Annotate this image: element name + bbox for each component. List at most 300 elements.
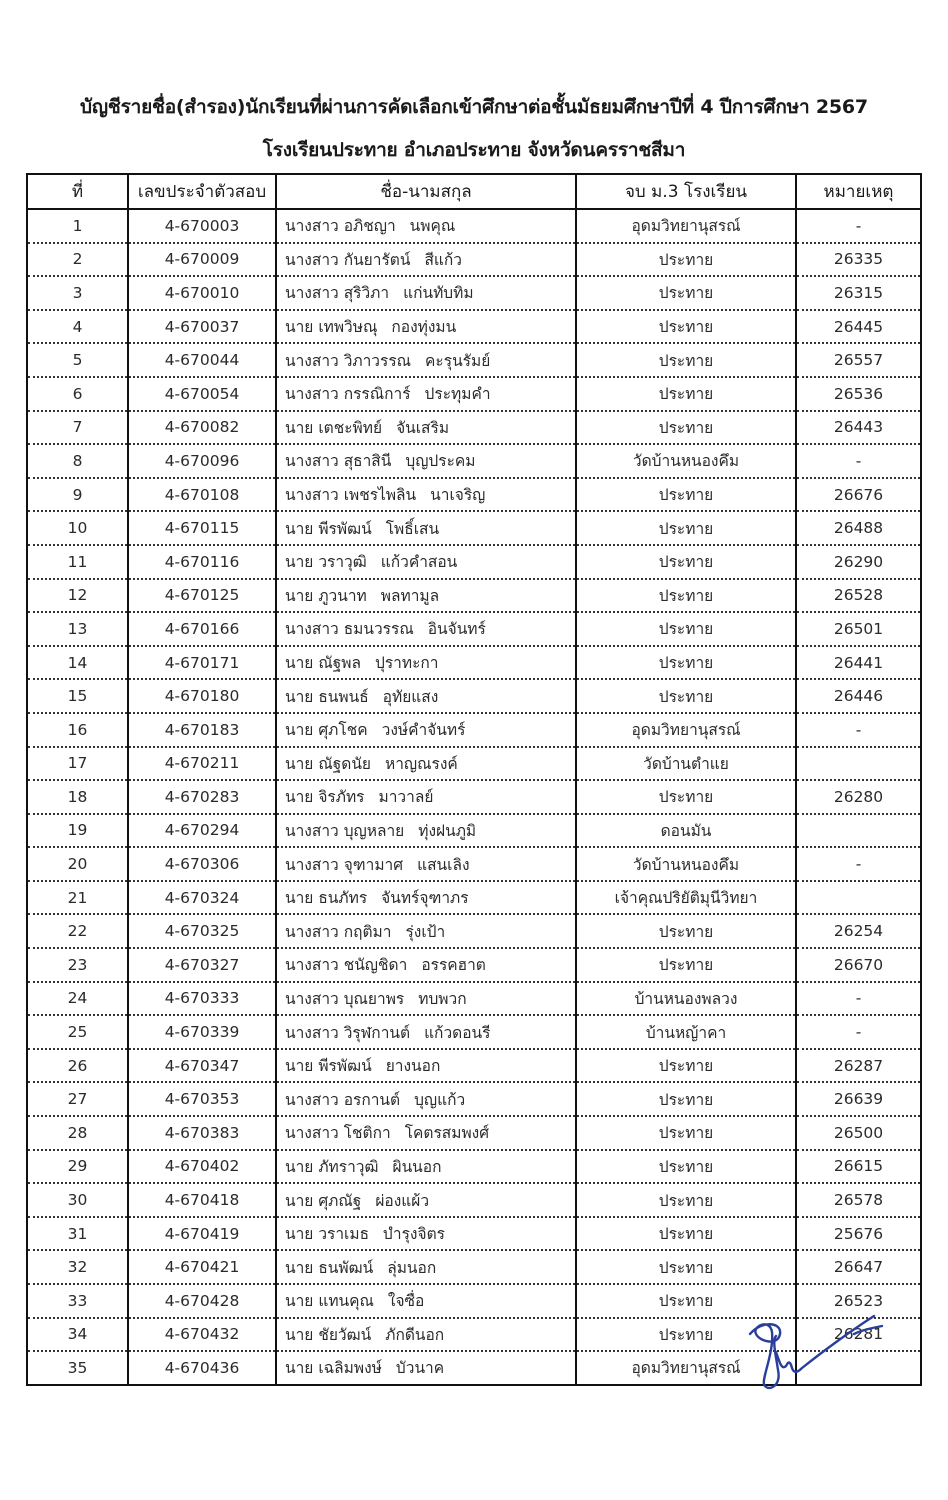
- cell-note: -: [796, 444, 921, 478]
- header-exam-id: เลขประจำตัวสอบ: [128, 174, 276, 209]
- last-name: จันเสริม: [396, 418, 450, 437]
- cell-exam-id: 4-670418: [128, 1183, 276, 1217]
- first-name: ธนภัทร: [318, 889, 368, 908]
- cell-no: 10: [27, 511, 128, 545]
- cell-note: 26557: [796, 343, 921, 377]
- cell-note: 26670: [796, 948, 921, 982]
- table-row: [27, 1015, 921, 1049]
- first-name: เฉลิมพงษ์: [318, 1359, 382, 1378]
- cell-previous-school: ประทาย: [576, 612, 796, 646]
- first-name: จุฑามาศ: [343, 855, 404, 874]
- name-prefix: นางสาว: [285, 821, 339, 840]
- cell-note: -: [796, 847, 921, 881]
- cell-no: 27: [27, 1082, 128, 1116]
- first-name: เตชะพิทย์: [318, 418, 383, 437]
- header-no: ที่: [27, 174, 128, 209]
- cell-full-name: [276, 1250, 576, 1284]
- last-name: บัวนาค: [395, 1359, 445, 1378]
- cell-no: 9: [27, 478, 128, 512]
- last-name: ลุ่มนอก: [387, 1258, 437, 1277]
- cell-previous-school: เจ้าคุณปริยัติมุนีวิทยา: [576, 881, 796, 915]
- cell-no: 7: [27, 411, 128, 445]
- last-name: มาวาลย์: [378, 788, 434, 807]
- last-name: อุทัยแสง: [382, 687, 439, 706]
- cell-previous-school: ประทาย: [576, 310, 796, 344]
- name-prefix: นางสาว: [285, 250, 339, 269]
- name-prefix: นางสาว: [285, 486, 339, 505]
- first-name: เพชรไพลิน: [343, 486, 417, 505]
- cell-previous-school: ประทาย: [576, 511, 796, 545]
- cell-exam-id: 4-670383: [128, 1116, 276, 1150]
- cell-note: -: [796, 209, 921, 243]
- last-name: ภักดีนอก: [385, 1325, 445, 1344]
- table-row: [27, 780, 921, 814]
- cell-full-name: [276, 209, 576, 243]
- document-title: บัญชีรายชื่อ(สำรอง)นักเรียนที่ผ่านการคัดเลือกเข้าศึกษาต่อชั้นมัธยมศึกษาปีที่ 4 ปีการศึกษา 2567: [80, 96, 868, 118]
- cell-exam-id: 4-670436: [128, 1351, 276, 1385]
- cell-full-name: [276, 747, 576, 781]
- name-prefix: นางสาว: [285, 1124, 339, 1143]
- cell-previous-school: ประทาย: [576, 411, 796, 445]
- header-previous-school: จบ ม.3 โรงเรียน: [576, 174, 796, 209]
- cell-full-name: [276, 1049, 576, 1083]
- cell-full-name: [276, 1318, 576, 1352]
- cell-exam-id: 4-670428: [128, 1284, 276, 1318]
- cell-note: 26441: [796, 646, 921, 680]
- cell-exam-id: 4-670010: [128, 276, 276, 310]
- name-prefix: นาย: [285, 1057, 314, 1076]
- table-row: [27, 982, 921, 1016]
- cell-exam-id: 4-670327: [128, 948, 276, 982]
- name-prefix: นาย: [285, 687, 314, 706]
- table-row: [27, 411, 921, 445]
- cell-previous-school: ประทาย: [576, 948, 796, 982]
- cell-no: 5: [27, 343, 128, 377]
- last-name: ทบพวก: [418, 989, 467, 1008]
- cell-no: 8: [27, 444, 128, 478]
- first-name: ศุภโชค: [318, 721, 368, 740]
- last-name: ประทุมคำ: [424, 385, 491, 404]
- cell-full-name: [276, 1284, 576, 1318]
- cell-full-name: [276, 1351, 576, 1385]
- cell-no: 21: [27, 881, 128, 915]
- cell-previous-school: ประทาย: [576, 1183, 796, 1217]
- cell-full-name: [276, 1015, 576, 1049]
- cell-previous-school: อุดมวิทยานุสรณ์: [576, 1351, 796, 1385]
- first-name: กรรณิการ์: [343, 385, 411, 404]
- name-prefix: นางสาว: [285, 217, 339, 236]
- table-row: [27, 545, 921, 579]
- cell-no: 32: [27, 1250, 128, 1284]
- cell-exam-id: 4-670171: [128, 646, 276, 680]
- name-prefix: นางสาว: [285, 855, 339, 874]
- cell-full-name: [276, 814, 576, 848]
- cell-full-name: [276, 1150, 576, 1184]
- cell-note: 26676: [796, 478, 921, 512]
- first-name: ชนัญชิดา: [343, 956, 408, 975]
- table-row: [27, 713, 921, 747]
- first-name: วราวุฒิ: [318, 553, 367, 572]
- cell-exam-id: 4-670402: [128, 1150, 276, 1184]
- cell-note: 26528: [796, 579, 921, 613]
- cell-no: 23: [27, 948, 128, 982]
- cell-full-name: [276, 1217, 576, 1251]
- last-name: พลทามูล: [380, 586, 440, 605]
- cell-exam-id: 4-670166: [128, 612, 276, 646]
- cell-exam-id: 4-670003: [128, 209, 276, 243]
- table-row: [27, 881, 921, 915]
- first-name: บุญหลาย: [343, 821, 405, 840]
- first-name: โชติกา: [343, 1124, 391, 1143]
- table-row: [27, 1049, 921, 1083]
- cell-no: 33: [27, 1284, 128, 1318]
- cell-full-name: [276, 511, 576, 545]
- first-name: บุณยาพร: [343, 989, 405, 1008]
- name-prefix: นางสาว: [285, 351, 339, 370]
- cell-previous-school: ประทาย: [576, 646, 796, 680]
- cell-previous-school: ประทาย: [576, 276, 796, 310]
- last-name: แก้วคำสอน: [380, 553, 458, 572]
- name-prefix: นาย: [285, 1292, 314, 1311]
- cell-no: 12: [27, 579, 128, 613]
- first-name: ภัทราวุฒิ: [318, 1157, 379, 1176]
- cell-full-name: [276, 612, 576, 646]
- cell-note: -: [796, 1015, 921, 1049]
- name-prefix: นางสาว: [285, 989, 339, 1008]
- cell-note: 26523: [796, 1284, 921, 1318]
- cell-no: 29: [27, 1150, 128, 1184]
- table-row: [27, 747, 921, 781]
- last-name: ปุราทะกา: [374, 654, 439, 673]
- cell-full-name: [276, 646, 576, 680]
- first-name: ศุภณัฐ: [318, 1191, 362, 1210]
- cell-exam-id: 4-670180: [128, 679, 276, 713]
- table-body: [27, 209, 921, 1385]
- cell-exam-id: 4-670419: [128, 1217, 276, 1251]
- cell-previous-school: ประทาย: [576, 1082, 796, 1116]
- last-name: อรรคฮาต: [421, 956, 486, 975]
- table-row: [27, 511, 921, 545]
- name-prefix: นางสาว: [285, 922, 339, 941]
- last-name: บุญประคม: [405, 452, 476, 471]
- cell-note: 26443: [796, 411, 921, 445]
- cell-exam-id: 4-670347: [128, 1049, 276, 1083]
- table-header-row: [27, 174, 921, 209]
- cell-no: 17: [27, 747, 128, 781]
- cell-note: 26578: [796, 1183, 921, 1217]
- cell-previous-school: ประทาย: [576, 1217, 796, 1251]
- first-name: พีรพัฒน์: [318, 519, 372, 538]
- name-prefix: นาย: [285, 418, 314, 437]
- last-name: ทุ่งฝนภูมิ: [418, 821, 477, 840]
- cell-note: 26287: [796, 1049, 921, 1083]
- cell-exam-id: 4-670306: [128, 847, 276, 881]
- last-name: จันทร์จุฑาภร: [381, 889, 469, 908]
- cell-no: 24: [27, 982, 128, 1016]
- name-prefix: นาย: [285, 1191, 314, 1210]
- last-name: แก้วดอนรี: [424, 1023, 491, 1042]
- cell-previous-school: ประทาย: [576, 1284, 796, 1318]
- cell-note: -: [796, 713, 921, 747]
- cell-note: 26488: [796, 511, 921, 545]
- last-name: กองทุ่งมน: [391, 318, 457, 337]
- cell-exam-id: 4-670432: [128, 1318, 276, 1352]
- signature-stroke: [750, 1316, 882, 1388]
- table-row: [27, 679, 921, 713]
- name-prefix: นาย: [285, 1325, 314, 1344]
- cell-note: 26536: [796, 377, 921, 411]
- cell-note: 26335: [796, 243, 921, 277]
- cell-no: 11: [27, 545, 128, 579]
- cell-full-name: [276, 914, 576, 948]
- table-row: [27, 1183, 921, 1217]
- cell-note: -: [796, 982, 921, 1016]
- first-name: อรกานต์: [343, 1090, 401, 1109]
- first-name: ณัฐพล: [318, 654, 361, 673]
- cell-previous-school: ประทาย: [576, 780, 796, 814]
- name-prefix: นาย: [285, 889, 314, 908]
- cell-full-name: [276, 579, 576, 613]
- cell-note: 26290: [796, 545, 921, 579]
- cell-note: 26281: [796, 1318, 921, 1352]
- cell-full-name: [276, 1082, 576, 1116]
- cell-no: 28: [27, 1116, 128, 1150]
- cell-exam-id: 4-670325: [128, 914, 276, 948]
- cell-exam-id: 4-670339: [128, 1015, 276, 1049]
- cell-exam-id: 4-670324: [128, 881, 276, 915]
- name-prefix: นาย: [285, 1225, 314, 1244]
- name-prefix: นาย: [285, 586, 314, 605]
- table-row: [27, 814, 921, 848]
- table-row: [27, 847, 921, 881]
- cell-full-name: [276, 982, 576, 1016]
- cell-note: 26315: [796, 276, 921, 310]
- cell-previous-school: ประทาย: [576, 545, 796, 579]
- cell-exam-id: 4-670108: [128, 478, 276, 512]
- cell-exam-id: 4-670037: [128, 310, 276, 344]
- name-prefix: นาย: [285, 788, 314, 807]
- table-row: [27, 1116, 921, 1150]
- last-name: บุญแก้ว: [414, 1090, 466, 1109]
- table-row: [27, 1082, 921, 1116]
- cell-previous-school: อุดมวิทยานุสรณ์: [576, 209, 796, 243]
- cell-full-name: [276, 780, 576, 814]
- table-row: [27, 1250, 921, 1284]
- cell-previous-school: ประทาย: [576, 579, 796, 613]
- cell-full-name: [276, 948, 576, 982]
- cell-full-name: [276, 411, 576, 445]
- student-list-table: [26, 173, 922, 1386]
- cell-previous-school: ประทาย: [576, 377, 796, 411]
- last-name: ผ่องแผ้ว: [375, 1191, 430, 1210]
- cell-previous-school: วัดบ้านหนองคึม: [576, 847, 796, 881]
- cell-previous-school: ประทาย: [576, 1150, 796, 1184]
- last-name: รุ่งเป้า: [405, 922, 446, 941]
- cell-exam-id: 4-670096: [128, 444, 276, 478]
- cell-full-name: [276, 713, 576, 747]
- first-name: วราเมธ: [318, 1225, 370, 1244]
- cell-no: 19: [27, 814, 128, 848]
- first-name: วิรุฬกานต์: [343, 1023, 411, 1042]
- cell-no: 4: [27, 310, 128, 344]
- first-name: พีรพัฒน์: [318, 1057, 372, 1076]
- cell-note: 26615: [796, 1150, 921, 1184]
- cell-no: 3: [27, 276, 128, 310]
- table-row: [27, 444, 921, 478]
- table-row: [27, 646, 921, 680]
- cell-previous-school: ประทาย: [576, 1318, 796, 1352]
- table-row: [27, 343, 921, 377]
- header-note: หมายเหตุ: [796, 174, 921, 209]
- last-name: ยางนอก: [385, 1057, 441, 1076]
- last-name: โคตรสมพงศ์: [404, 1124, 490, 1143]
- cell-no: 6: [27, 377, 128, 411]
- cell-note: [796, 747, 921, 781]
- table-row: [27, 243, 921, 277]
- cell-full-name: [276, 444, 576, 478]
- cell-full-name: [276, 478, 576, 512]
- last-name: ผินนอก: [392, 1157, 442, 1176]
- name-prefix: นาย: [285, 519, 314, 538]
- cell-previous-school: ประทาย: [576, 243, 796, 277]
- table-row: [27, 1150, 921, 1184]
- first-name: ธนพนธ์: [318, 687, 369, 706]
- cell-no: 34: [27, 1318, 128, 1352]
- name-prefix: นาย: [285, 1359, 314, 1378]
- cell-full-name: [276, 1183, 576, 1217]
- cell-previous-school: ประทาย: [576, 343, 796, 377]
- name-prefix: นาย: [285, 553, 314, 572]
- table-row: [27, 948, 921, 982]
- cell-full-name: [276, 310, 576, 344]
- first-name: แทนคุณ: [318, 1292, 374, 1311]
- cell-exam-id: 4-670183: [128, 713, 276, 747]
- first-name: สุธาสินี: [343, 452, 392, 471]
- name-prefix: นาย: [285, 318, 314, 337]
- table-row: [27, 579, 921, 613]
- cell-note: 26647: [796, 1250, 921, 1284]
- last-name: นพคุณ: [409, 217, 456, 236]
- cell-previous-school: ประทาย: [576, 1250, 796, 1284]
- cell-full-name: [276, 881, 576, 915]
- cell-no: 14: [27, 646, 128, 680]
- cell-previous-school: บ้านหญ้าคา: [576, 1015, 796, 1049]
- last-name: นาเจริญ: [430, 486, 486, 505]
- cell-exam-id: 4-670044: [128, 343, 276, 377]
- name-prefix: นาย: [285, 1157, 314, 1176]
- cell-previous-school: วัดบ้านหนองคึม: [576, 444, 796, 478]
- cell-full-name: [276, 545, 576, 579]
- cell-previous-school: ประทาย: [576, 1049, 796, 1083]
- last-name: แก่นทับทิม: [403, 284, 474, 303]
- last-name: สีแก้ว: [424, 250, 462, 269]
- cell-note: 26254: [796, 914, 921, 948]
- cell-exam-id: 4-670082: [128, 411, 276, 445]
- cell-full-name: [276, 343, 576, 377]
- cell-note: 26500: [796, 1116, 921, 1150]
- last-name: ใจซื่อ: [387, 1292, 425, 1311]
- cell-full-name: [276, 276, 576, 310]
- cell-no: 25: [27, 1015, 128, 1049]
- cell-full-name: [276, 847, 576, 881]
- first-name: ณัฐดนัย: [318, 754, 372, 773]
- cell-no: 30: [27, 1183, 128, 1217]
- cell-full-name: [276, 679, 576, 713]
- header-full-name: ชื่อ-นามสกุล: [276, 174, 576, 209]
- cell-no: 2: [27, 243, 128, 277]
- cell-exam-id: 4-670333: [128, 982, 276, 1016]
- cell-note: [796, 881, 921, 915]
- cell-no: 15: [27, 679, 128, 713]
- cell-previous-school: อุดมวิทยานุสรณ์: [576, 713, 796, 747]
- cell-full-name: [276, 1116, 576, 1150]
- cell-no: 13: [27, 612, 128, 646]
- cell-previous-school: ประทาย: [576, 1116, 796, 1150]
- name-prefix: นางสาว: [285, 1090, 339, 1109]
- table-row: [27, 310, 921, 344]
- name-prefix: นางสาว: [285, 956, 339, 975]
- cell-no: 16: [27, 713, 128, 747]
- name-prefix: นางสาว: [285, 1023, 339, 1042]
- cell-exam-id: 4-670115: [128, 511, 276, 545]
- cell-note: 25676: [796, 1217, 921, 1251]
- cell-exam-id: 4-670054: [128, 377, 276, 411]
- name-prefix: นาย: [285, 721, 314, 740]
- cell-no: 1: [27, 209, 128, 243]
- table-row: [27, 377, 921, 411]
- first-name: กฤติมา: [343, 922, 392, 941]
- cell-no: 20: [27, 847, 128, 881]
- cell-exam-id: 4-670283: [128, 780, 276, 814]
- cell-no: 31: [27, 1217, 128, 1251]
- first-name: เทพวิษณุ: [318, 318, 378, 337]
- last-name: หาญณรงค์: [385, 754, 458, 773]
- last-name: แสนเลิง: [417, 855, 470, 874]
- first-name: ภูวนาท: [318, 586, 367, 605]
- cell-no: 26: [27, 1049, 128, 1083]
- name-prefix: นางสาว: [285, 385, 339, 404]
- cell-note: [796, 814, 921, 848]
- last-name: คะรุนรัมย์: [425, 351, 491, 370]
- document-subtitle: โรงเรียนประทาย อำเภอประทาย จังหวัดนครราชสีมา: [262, 139, 686, 161]
- table-row: [27, 1217, 921, 1251]
- last-name: วงษ์คำจันทร์: [381, 721, 466, 740]
- name-prefix: นางสาว: [285, 284, 339, 303]
- table-row: [27, 478, 921, 512]
- cell-note: 26501: [796, 612, 921, 646]
- first-name: ธมนวรรณ: [343, 620, 414, 639]
- cell-previous-school: บ้านหนองพลวง: [576, 982, 796, 1016]
- first-name: สุริวิภา: [343, 284, 390, 303]
- table-row: [27, 612, 921, 646]
- cell-note: 26445: [796, 310, 921, 344]
- cell-exam-id: 4-670421: [128, 1250, 276, 1284]
- cell-full-name: [276, 377, 576, 411]
- cell-note: 26639: [796, 1082, 921, 1116]
- first-name: อภิชญา: [343, 217, 396, 236]
- last-name: อินจันทร์: [427, 620, 486, 639]
- name-prefix: นาย: [285, 1258, 314, 1277]
- cell-exam-id: 4-670125: [128, 579, 276, 613]
- cell-exam-id: 4-670116: [128, 545, 276, 579]
- table-row: [27, 276, 921, 310]
- cell-previous-school: ประทาย: [576, 478, 796, 512]
- table-row: [27, 914, 921, 948]
- cell-previous-school: ประทาย: [576, 914, 796, 948]
- first-name: ชัยวัฒน์: [318, 1325, 372, 1344]
- name-prefix: นางสาว: [285, 452, 339, 471]
- cell-exam-id: 4-670353: [128, 1082, 276, 1116]
